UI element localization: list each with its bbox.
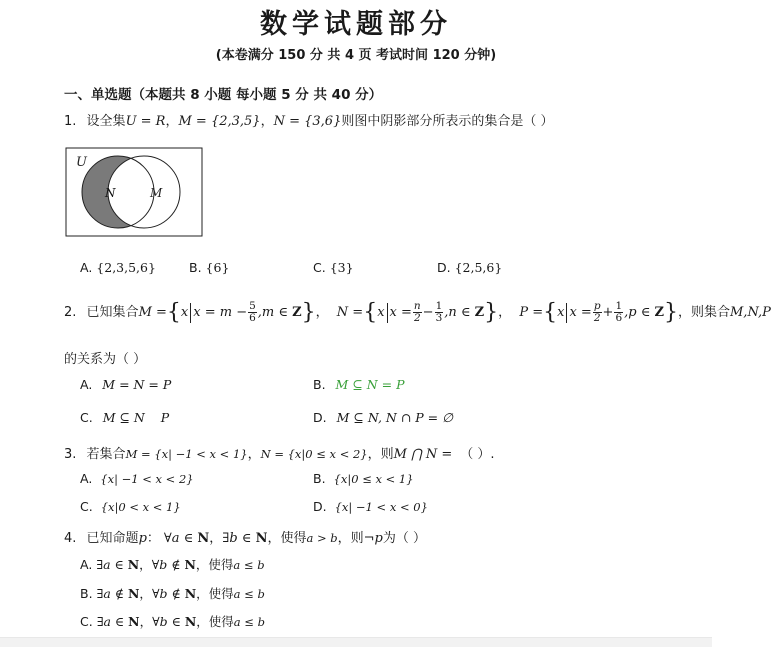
question-text: （ ）. [460,447,495,462]
option-a[interactable] [80,377,171,392]
math-expression: N = [336,305,364,320]
fraction: $\frac{1}{3}$ [435,300,443,324]
page-title: 数学试题部分 [260,9,452,40]
math-variable: p [138,531,147,546]
option-condition: a ≤ b [233,615,265,629]
question-text: 已知命题 [86,531,139,546]
option-value: M ⊆ N = P [335,377,405,392]
separator: ， [139,557,152,572]
option-value: M ⊆ N P [102,410,170,425]
natural-set: N [127,557,140,572]
option-b[interactable] [313,377,405,392]
option-letter: B. [189,260,202,275]
math-expression: P = [519,305,544,320]
math-expression: ,n ∈ [444,305,475,320]
section-heading: 一、单选题（本题共 8 小题 每小题 5 分 共 40 分） [64,87,383,103]
math-expression: M = [138,305,167,320]
option-b[interactable] [80,584,265,602]
option-letter: C. [80,410,93,425]
exam-info: (本卷满分 150 分 共 4 页 考试时间 120 分钟) [215,48,497,63]
math-expression: M = {x| −1 < x < 1} [125,447,248,461]
natural-set: N [127,586,140,601]
option-value: {x| −1 < x < 2} [100,472,194,486]
math-expression: ,p ∈ [624,305,655,320]
fraction: $\frac{n}{2}$ [413,300,421,324]
question-text: 若集合 [86,447,126,462]
natural-set: N [184,614,197,629]
math-expression: N = {x|0 ≤ x < 2} [260,447,368,461]
separator: ， [315,305,329,320]
question-2: 2. 已知集合M ={x x = m − $\frac{5}{6}$ ,m ∈ Z}， N ={x x = $\frac{n}{2}$ − $\frac{1}{3}$ ,n ∈ Z}， P ={x x = $\frac{p}{2}$ + $\frac{1}{6}$ ,p ∈ Z}，则集合M,N,P [64,300,771,325]
separator: ， [498,305,512,320]
math-variable: x [377,305,385,320]
option-d[interactable] [437,260,502,275]
option-letter: C. [313,260,326,275]
option-c[interactable] [80,410,169,425]
question-text: ，则 [367,447,394,462]
math-expression: U = R [125,114,166,129]
fraction: $\frac{1}{6}$ [615,300,623,324]
question-text: ，则 [337,531,364,546]
option-value: M = N = P [102,377,172,392]
set-n-label: N [105,186,116,200]
option-value: {x|0 < x < 1} [100,500,181,514]
option-letter: A. [80,377,93,392]
operator: + [602,305,614,320]
math-expression: M = {2,3,5} [178,114,261,129]
math-expression: M,N,P [730,305,771,320]
question-number: 4. [64,531,77,546]
option-quantifier: ∀b ∉ [151,557,185,572]
fraction: $\frac{p}{2}$ [593,300,601,324]
math-expression: ∀a ∈ [163,531,198,546]
option-c[interactable] [80,499,181,514]
math-expression: x = m − [193,305,248,320]
option-letter: B. [313,471,326,486]
universe-label: U [76,155,87,170]
math-expression: x = [569,305,592,320]
option-d[interactable] [313,499,428,514]
option-text: ，使得 [196,586,234,601]
separator: ， [139,614,153,629]
math-variable: x [180,305,189,320]
option-letter: D. [313,499,327,514]
venn-diagram [62,144,206,240]
natural-set: N [184,586,197,601]
option-letter: C. [80,614,93,629]
math-expression: M ⋂ N = [393,447,453,462]
option-b[interactable] [189,260,229,275]
option-quantifier: ∃a ∈ [96,614,129,629]
option-value: {x|0 ≤ x < 1} [333,472,414,486]
option-value: {2,5,6} [454,260,503,275]
set-m-label: M [150,186,163,200]
option-text: ，使得 [195,557,234,572]
page-bottom-edge [0,637,712,647]
question-1 [64,110,553,129]
integer-set: Z [292,305,302,320]
question-number: 3. [64,447,77,462]
question-3 [64,443,495,462]
separator: ， [260,114,274,129]
option-letter: A. [80,557,93,572]
separator: ： [146,531,160,546]
operator: − [422,305,434,320]
separator: ， [139,586,152,601]
option-letter: C. [80,499,93,514]
option-value: {3} [329,260,354,275]
option-quantifier: ∃a ∉ [96,586,128,601]
natural-set: N [197,531,210,546]
question-text: 设全集 [86,114,126,129]
question-text: ，使得 [267,531,307,546]
question-4 [64,527,426,546]
natural-set: N [128,614,140,629]
option-a[interactable] [80,555,265,573]
math-expression: ¬p [363,531,383,546]
option-value: {6} [205,260,230,275]
separator: ， [247,447,261,462]
natural-set: N [255,531,268,546]
math-expression: ∃b ∈ [222,531,256,546]
option-condition: a ≤ b [233,558,265,572]
option-value: {x| −1 < x < 0} [334,500,428,514]
option-c[interactable] [313,260,354,275]
option-letter: A. [80,260,93,275]
math-expression: x = [389,305,412,320]
option-b[interactable] [313,471,414,486]
option-condition: a ≤ b [233,587,265,601]
integer-set: Z [474,305,485,320]
option-value: {2,3,5,6} [96,260,156,275]
question-text: 为（ ） [382,531,427,546]
option-d[interactable] [313,410,453,425]
option-text: ，使得 [196,614,234,629]
math-expression: ,m ∈ [257,305,293,320]
option-value: M ⊆ N, N ∩ P = ∅ [336,410,453,425]
option-letter: A. [80,471,93,486]
integer-set: Z [654,305,664,320]
question-text: 已知集合 [86,305,139,320]
option-letter: B. [80,586,93,601]
question-2-continuation: 的关系为（ ） [64,352,147,367]
question-text: 则图中阴影部分所表示的集合是（ ） [341,114,554,129]
option-c[interactable] [80,612,265,630]
option-a[interactable] [80,260,156,275]
separator: ， [209,531,223,546]
natural-set: N [184,557,196,572]
question-text: ，则集合 [677,305,730,320]
option-quantifier: ∃a ∈ [96,557,128,572]
math-variable: x [557,305,565,320]
question-number: 2. [64,305,77,320]
math-expression: a > b [306,531,338,545]
option-letter: D. [437,260,451,275]
fraction: $\frac{5}{6}$ [249,300,256,324]
option-letter: D. [313,410,327,425]
option-quantifier: ∀b ∉ [151,586,185,601]
option-quantifier: ∀b ∈ [152,614,185,629]
option-letter: B. [313,377,326,392]
math-expression: N = {3,6} [273,114,342,129]
separator: ， [165,114,179,129]
question-number: 1. [64,114,77,129]
option-a[interactable] [80,471,194,486]
